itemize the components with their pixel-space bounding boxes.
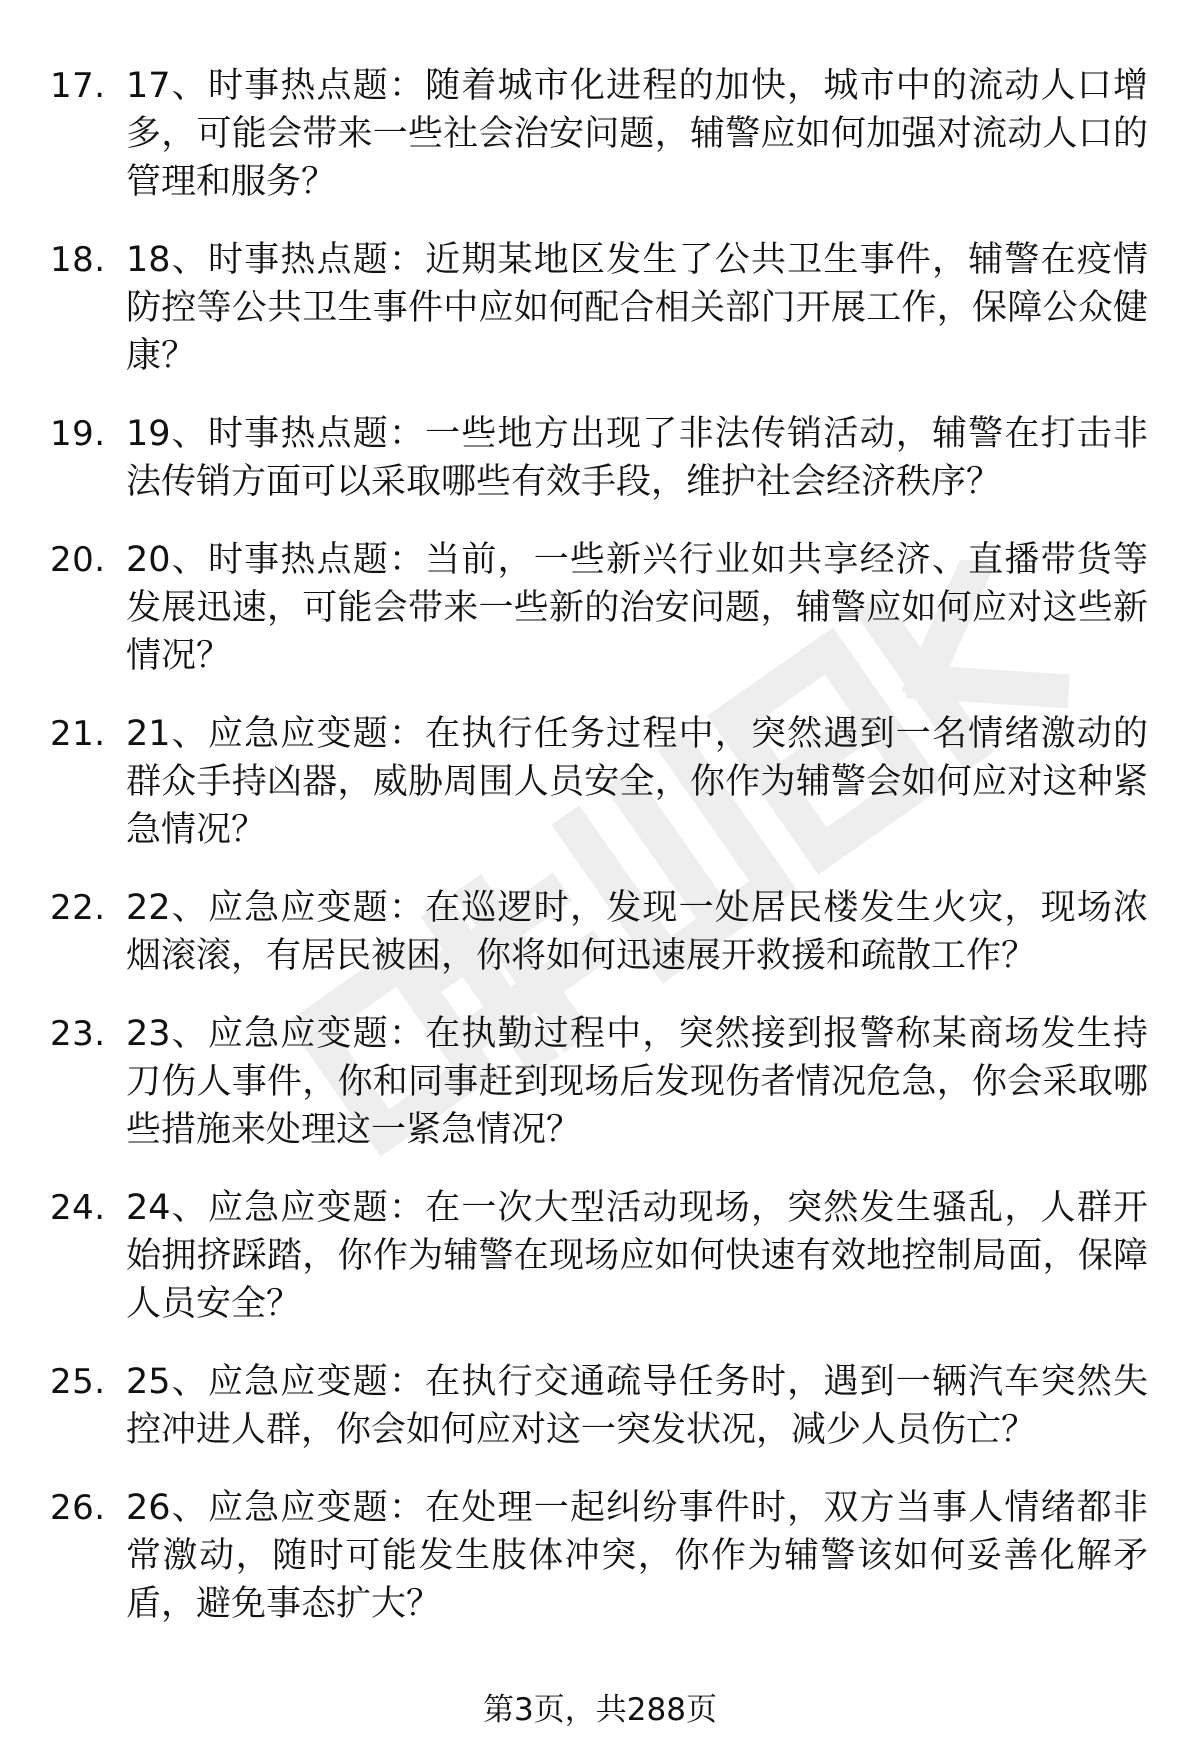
page-number-label: 第3页，共288页 xyxy=(483,1692,717,1728)
question-item xyxy=(0,710,1200,854)
question-text: 22、应急应变题：在巡逻时，发现一处居民楼发生火灾，现场浓烟滚滚，有居民被困，你将如何迅速展开救援和疏散工作？ xyxy=(126,888,1148,976)
question-number: 24. xyxy=(50,1188,106,1228)
question-text: 25、应急应变题：在执行交通疏导任务时，遇到一辆汽车突然失控冲进人群，你会如何应对这一突发状况，减少人员伤亡？ xyxy=(126,1362,1148,1450)
question-text: 18、时事热点题：近期某地区发生了公共卫生事件，辅警在疫情防控等公共卫生事件中应如何配合相关部门开展工作，保障公众健康？ xyxy=(126,240,1148,376)
question-item xyxy=(0,410,1200,506)
question-item xyxy=(0,1010,1200,1154)
question-number: 23. xyxy=(50,1014,106,1054)
question-item xyxy=(0,236,1200,380)
question-number: 22. xyxy=(50,888,106,928)
question-item xyxy=(0,1184,1200,1328)
question-text: 26、应急应变题：在处理一起纠纷事件时，双方当事人情绪都非常激动，随时可能发生肢体冲突，你作为辅警该如何妥善化解矛盾，避免事态扩大？ xyxy=(126,1488,1148,1624)
question-item xyxy=(0,62,1200,206)
question-number: 25. xyxy=(50,1362,106,1402)
question-number: 21. xyxy=(50,714,106,754)
question-item xyxy=(0,1358,1200,1454)
question-number: 18. xyxy=(50,240,106,280)
question-text: 21、应急应变题：在执行任务过程中，突然遇到一名情绪激动的群众手持凶器，威胁周围人员安全，你作为辅警会如何应对这种紧急情况？ xyxy=(126,714,1148,850)
question-text: 20、时事热点题：当前，一些新兴行业如共享经济、直播带货等发展迅速，可能会带来一些新的治安问题，辅警应如何应对这些新情况？ xyxy=(126,540,1148,676)
page-footer xyxy=(0,1688,1200,1732)
question-text: 19、时事热点题：一些地方出现了非法传销活动，辅警在打击非法传销方面可以采取哪些有效手段，维护社会经济秩序？ xyxy=(126,414,1148,502)
question-text: 23、应急应变题：在执勤过程中，突然接到报警称某商场发生持刀伤人事件，你和同事赶到现场后发现伤者情况危急，你会采取哪些措施来处理这一紧急情况？ xyxy=(126,1014,1148,1150)
question-number: 19. xyxy=(50,414,106,454)
question-number: 26. xyxy=(50,1488,106,1528)
question-number: 17. xyxy=(50,66,106,106)
question-text: 17、时事热点题：随着城市化进程的加快，城市中的流动人口增多，可能会带来一些社会治安问题，辅警应如何加强对流动人口的管理和服务？ xyxy=(126,66,1148,202)
question-text: 24、应急应变题：在一次大型活动现场，突然发生骚乱，人群开始拥挤踩踏，你作为辅警在现场应如何快速有效地控制局面，保障人员安全？ xyxy=(126,1188,1148,1324)
question-item xyxy=(0,1484,1200,1628)
question-number: 20. xyxy=(50,540,106,580)
question-item xyxy=(0,536,1200,680)
question-list xyxy=(0,62,1200,1658)
question-item xyxy=(0,884,1200,980)
